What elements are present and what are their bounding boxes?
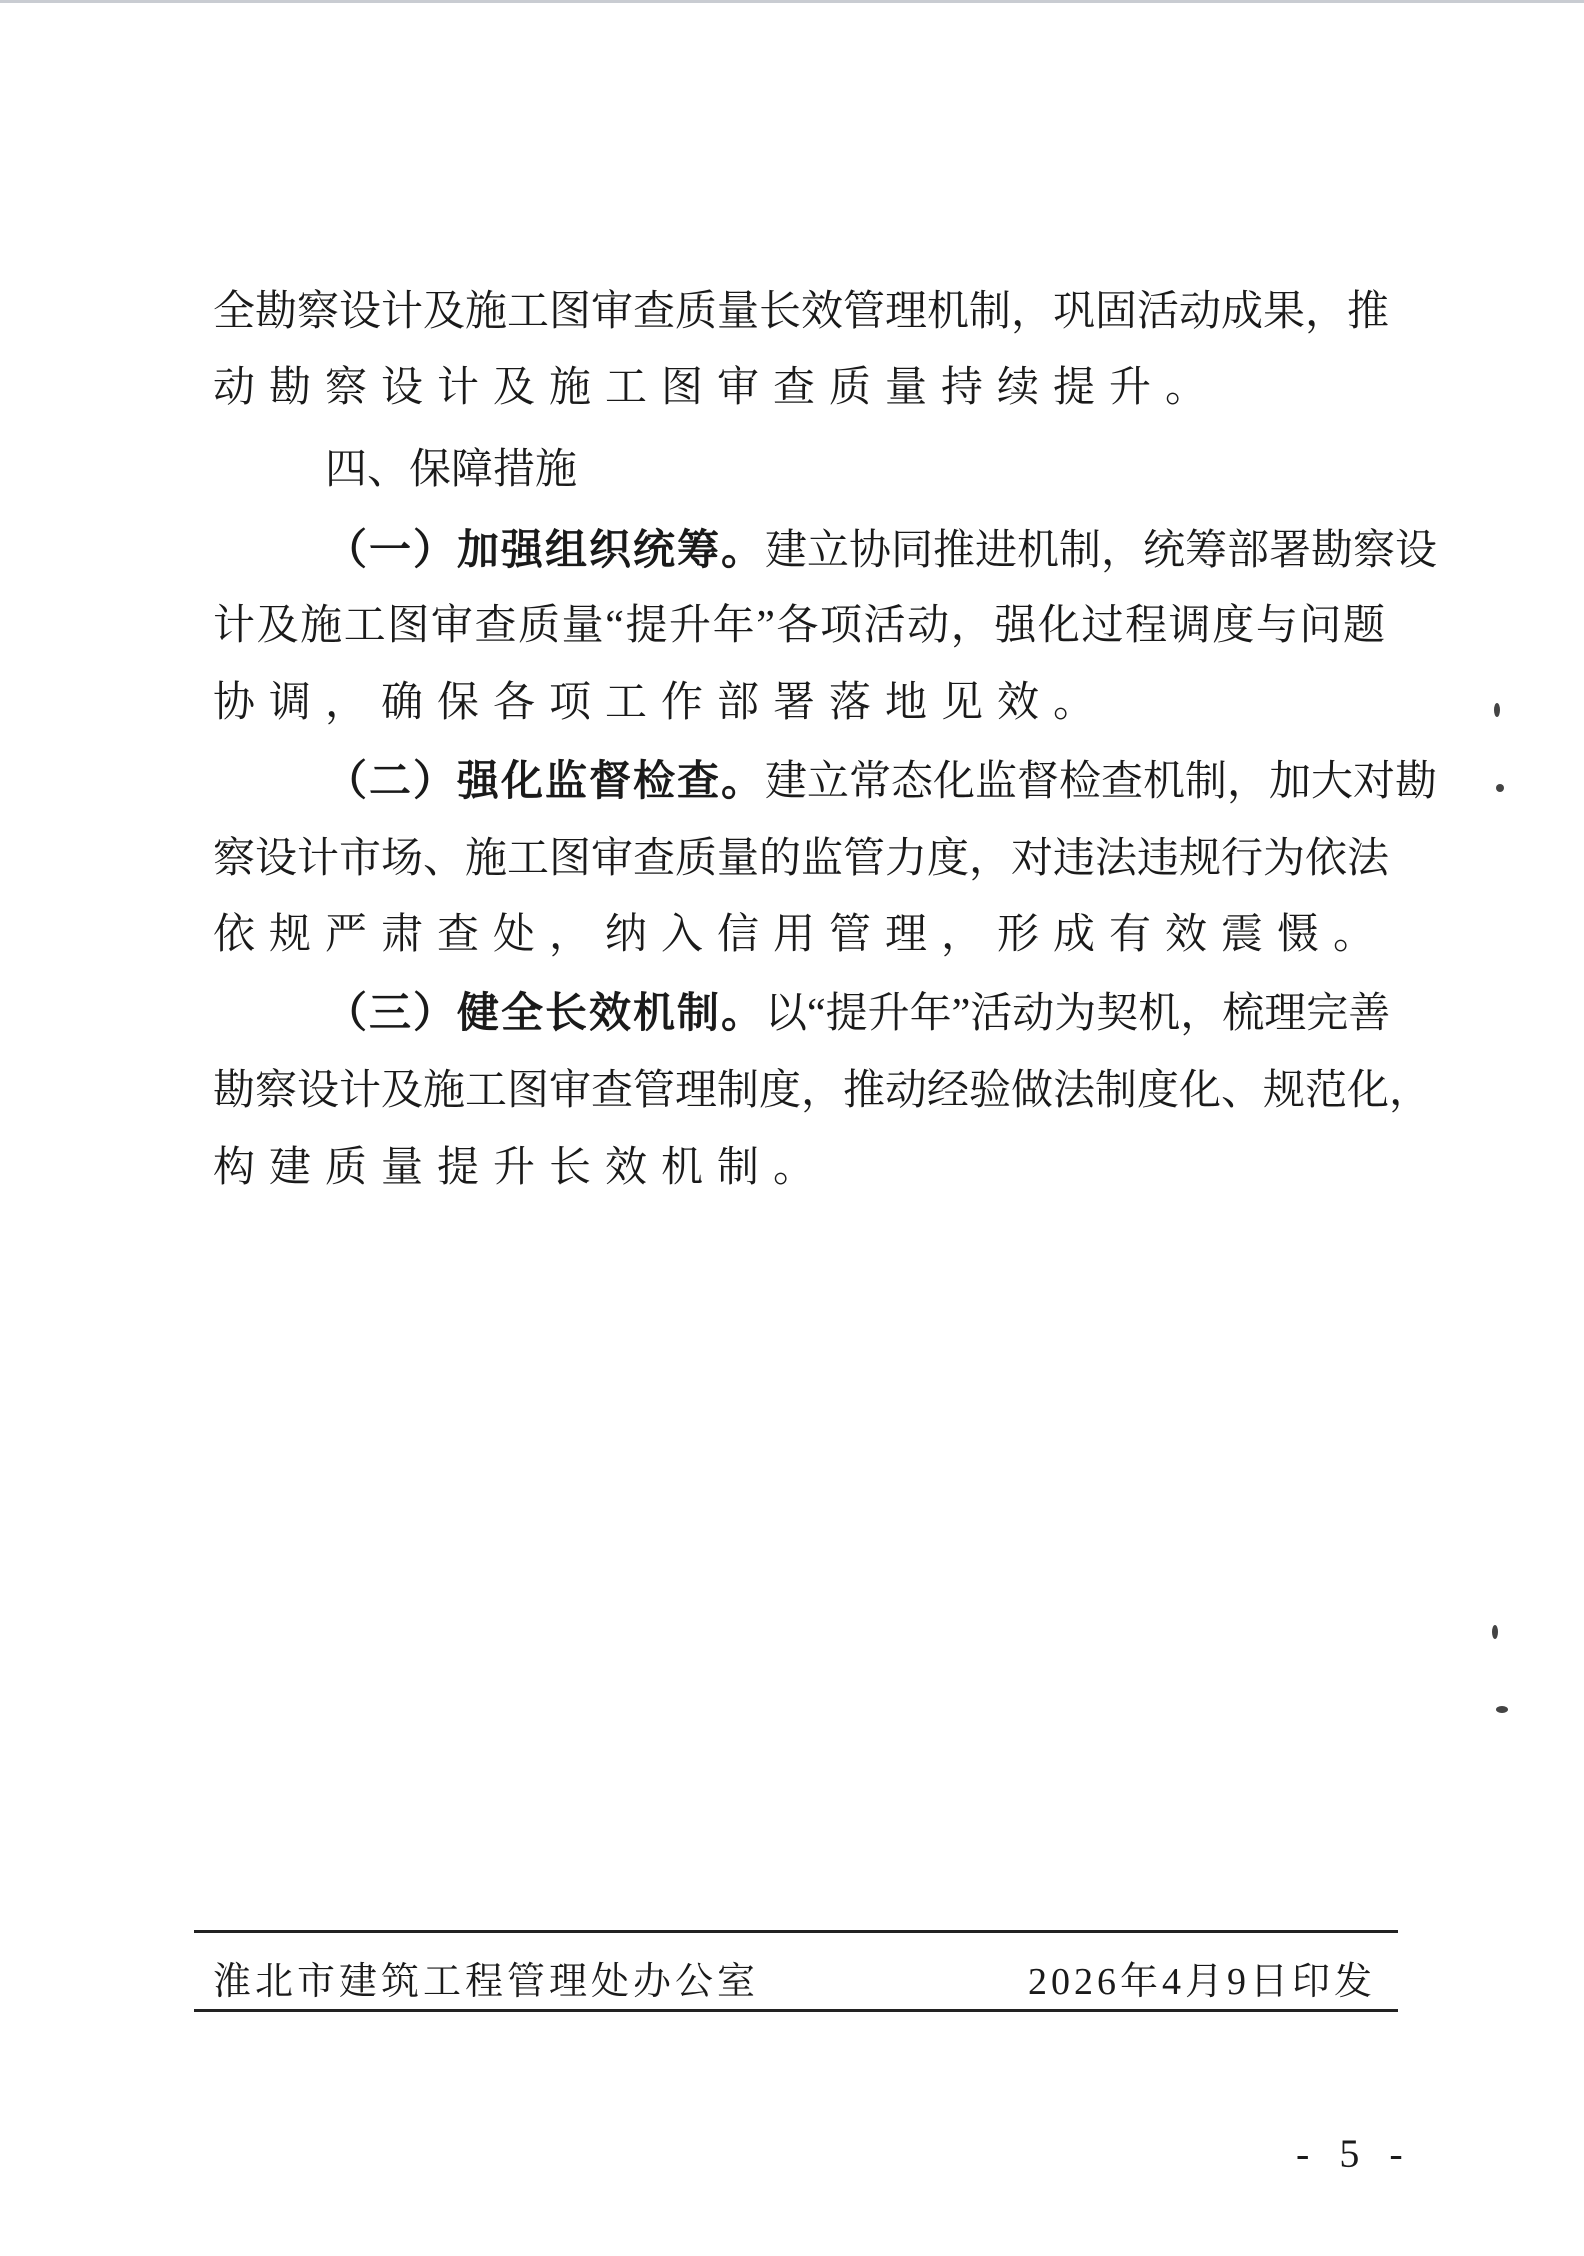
- item-2-text: 建立常态化监督检查机制，加大对勘: [765, 759, 1438, 805]
- body-line: 计及施工图审查质量“提升年”各项活动，强化过程调度与问题: [213, 603, 1385, 649]
- footer-issuer: 淮北市建筑工程管理处办公室: [213, 1961, 760, 2003]
- page-number: - 5 -: [1296, 2131, 1413, 2176]
- body-line: 构建质量提升长效机制。: [213, 1145, 830, 1191]
- body-line: 动勘察设计及施工图审查质量持续提升。: [213, 365, 1222, 411]
- body-line: 协调，确保各项工作部署落地见效。: [213, 680, 1110, 726]
- scan-speck: [1494, 703, 1500, 717]
- item-2-first-line: [325, 753, 1438, 809]
- body-line: 勘察设计及施工图审查管理制度，推动经验做法制度化、规范化，: [213, 1068, 1432, 1114]
- item-3-text: 以“提升年”活动为契机，梳理完善: [765, 991, 1391, 1037]
- item-1-first-line: [325, 522, 1438, 578]
- body-line: 全勘察设计及施工图审查质量长效管理机制，巩固活动成果，推: [213, 289, 1390, 335]
- body-line: 依规严肃查处，纳入信用管理，形成有效震慑。: [213, 912, 1390, 958]
- item-3-title: （三）健全长效机制。: [325, 988, 766, 1037]
- scan-speck: [1496, 1706, 1508, 1713]
- body-line: 察设计市场、施工图审查质量的监管力度，对违法违规行为依法: [213, 836, 1390, 882]
- page-top-edge: [0, 0, 1584, 3]
- item-1-title: （一）加强组织统筹。: [325, 525, 766, 574]
- scan-speck: [1492, 1625, 1498, 1639]
- item-1-text: 建立协同推进机制，统筹部署勘察设: [765, 528, 1438, 574]
- scan-speck: [1496, 784, 1504, 792]
- footer-top-rule: [194, 1930, 1398, 1933]
- item-3-first-line: [325, 985, 1391, 1041]
- item-2-title: （二）强化监督检查。: [325, 756, 766, 805]
- footer-bottom-rule: [194, 2009, 1398, 2012]
- section-heading: 四、保障措施: [325, 444, 578, 493]
- footer-date: 2026年4月9日印发: [1027, 1961, 1376, 2003]
